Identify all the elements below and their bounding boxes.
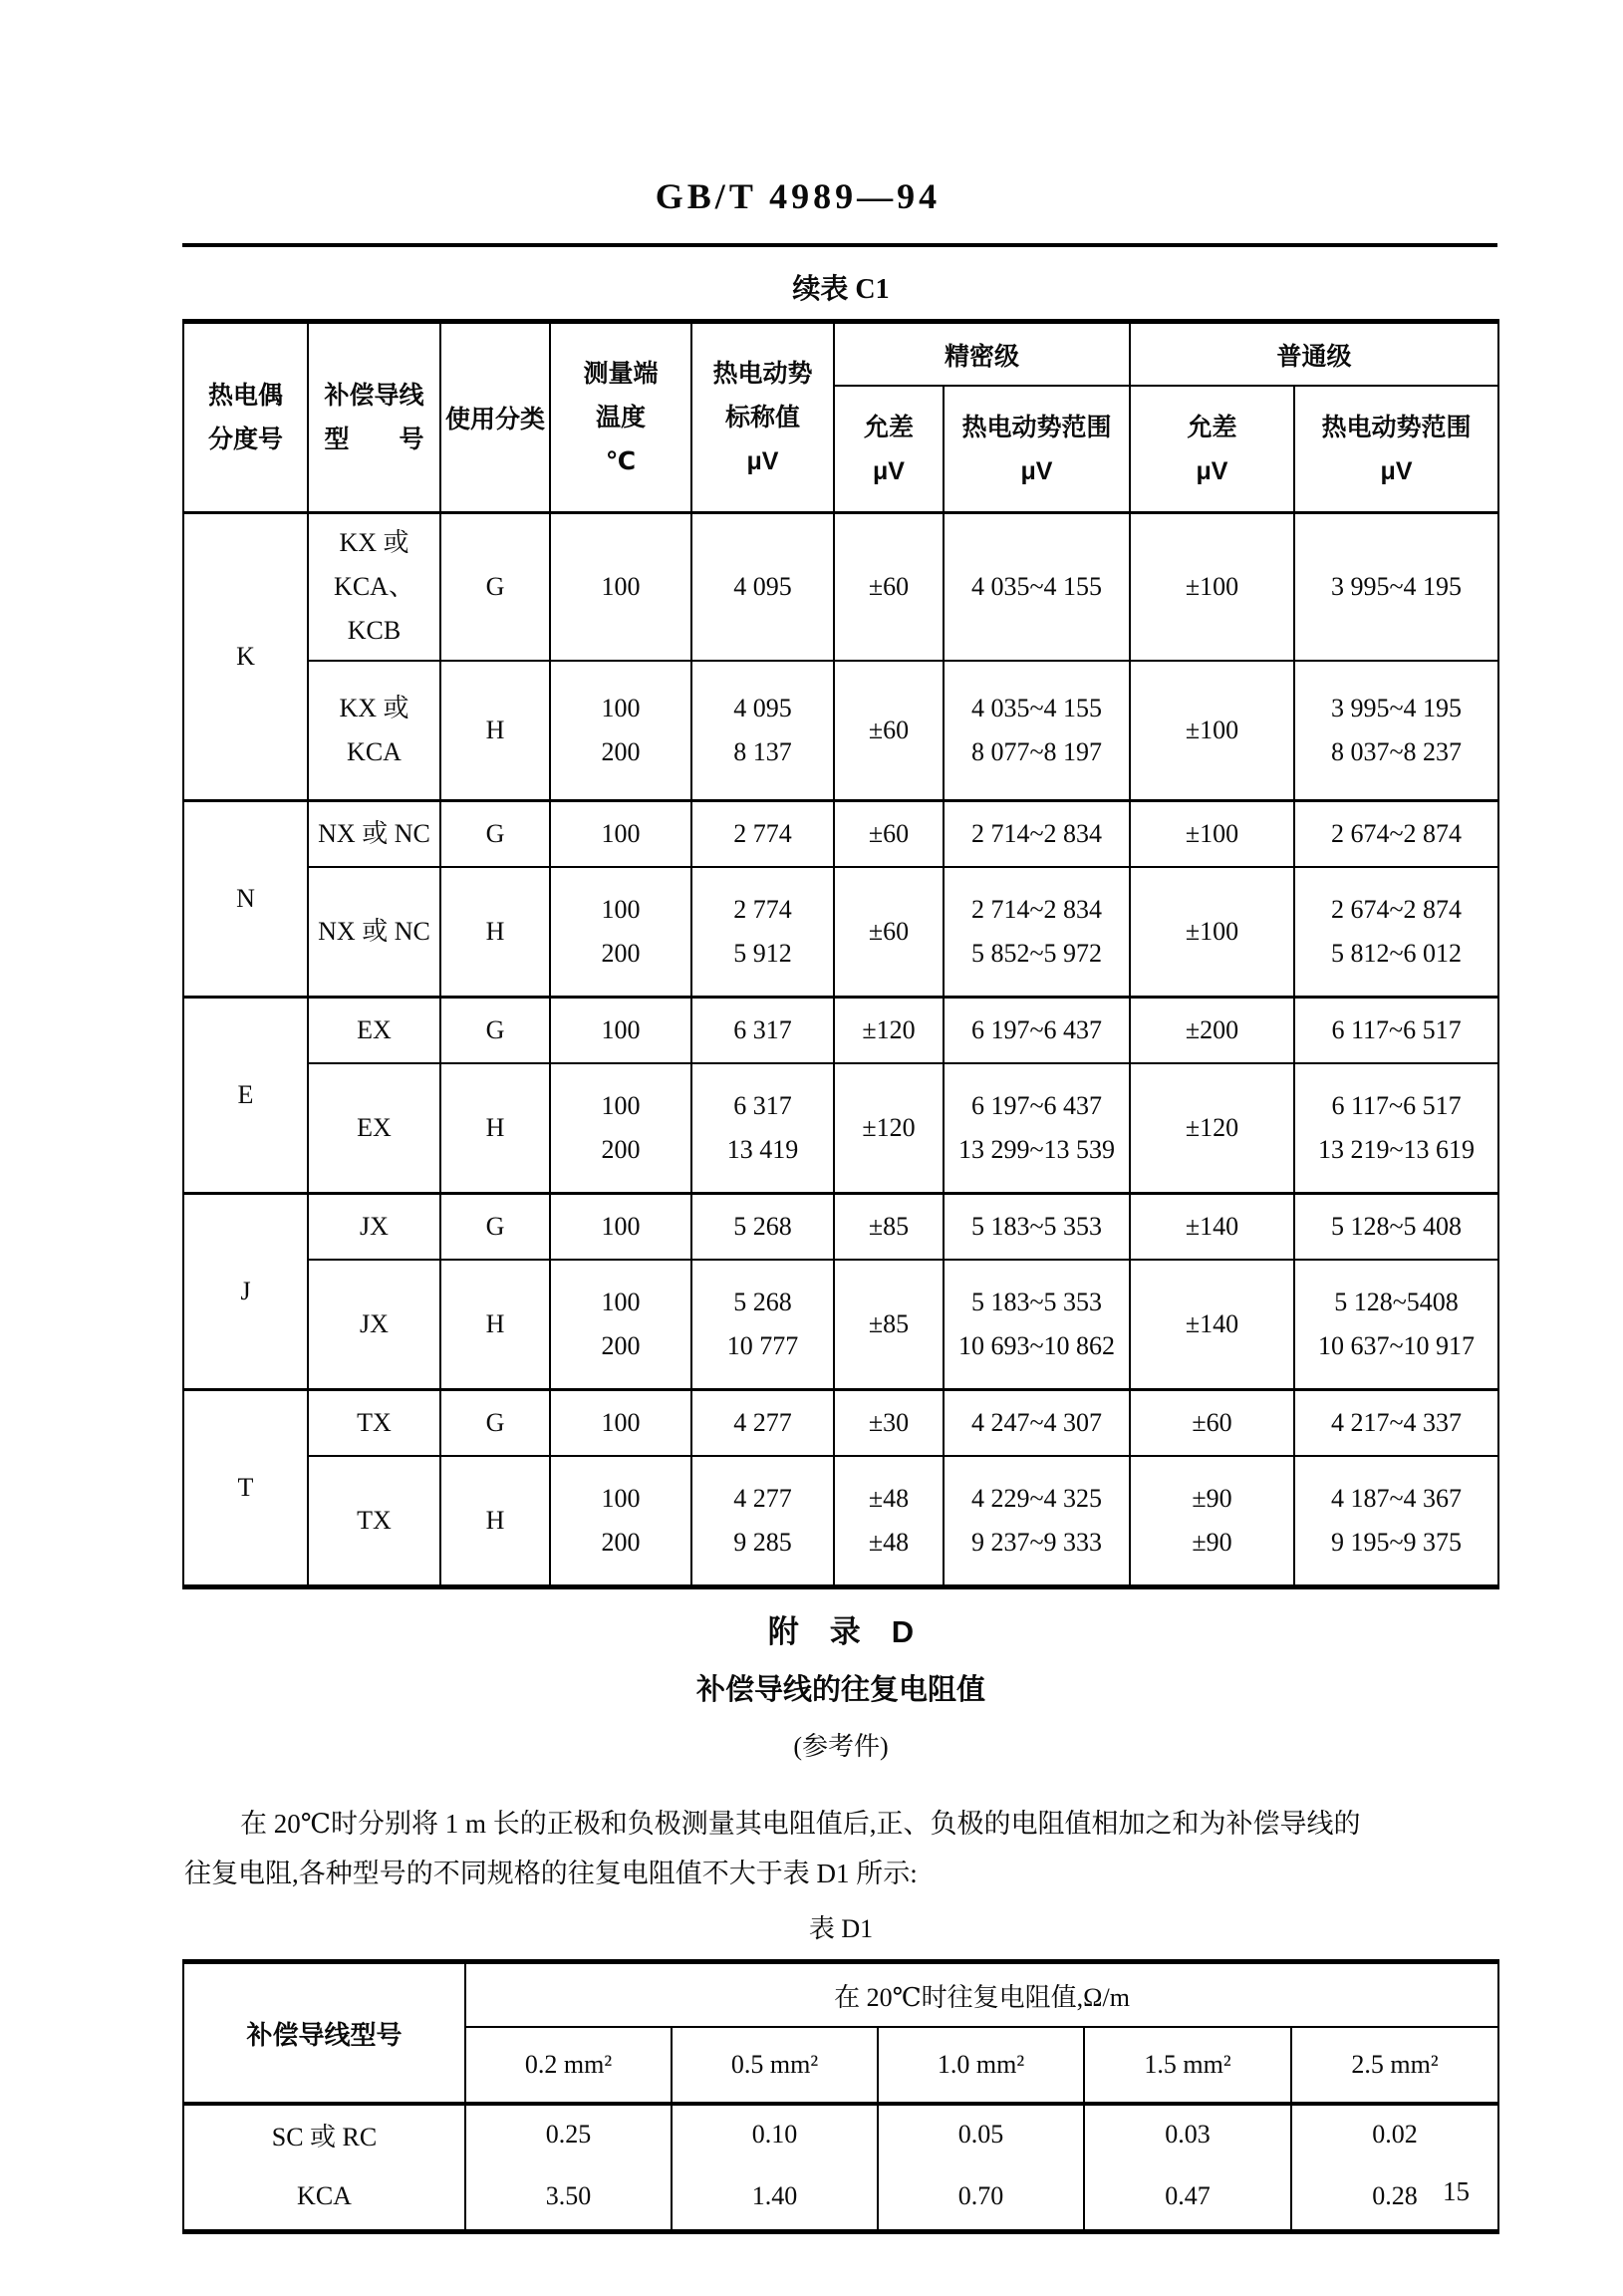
cell-wire-model: NX 或 NC xyxy=(308,801,440,868)
table-row xyxy=(183,1456,1498,1587)
cell-precision-range: 5 183~5 353 10 693~10 862 xyxy=(944,1260,1130,1390)
cell-thermocouple-type: K xyxy=(183,513,308,801)
appendix-title: 附 录 D xyxy=(767,1614,915,1649)
th-size-2-5mm2: 2.5 mm² xyxy=(1291,2027,1498,2104)
doc-number: GB/T 4989—94 xyxy=(655,176,942,216)
cell-precision-tolerance: ±60 xyxy=(834,661,944,801)
th-resistance-group: 在 20℃时往复电阻值,Ω/m xyxy=(465,1962,1498,2028)
cell-precision-tolerance: ±60 xyxy=(834,867,944,998)
cell-emf-nominal: 4 095 xyxy=(691,513,834,662)
cell-measuring-temp: 100 200 xyxy=(550,1260,691,1390)
cell-precision-tolerance: ±85 xyxy=(834,1194,944,1261)
cell-precision-range: 4 035~4 155 8 077~8 197 xyxy=(944,661,1130,801)
cell-value: 0.25 xyxy=(465,2104,672,2163)
cell-emf-nominal: 2 774 xyxy=(691,801,834,868)
cell-ordinary-range: 3 995~4 195 xyxy=(1294,513,1498,662)
cell-ordinary-tolerance: ±100 xyxy=(1130,661,1294,801)
cell-thermocouple-type: J xyxy=(183,1194,308,1390)
page-number: 15 xyxy=(1443,2176,1470,2206)
cell-ordinary-tolerance: ±100 xyxy=(1130,513,1294,662)
th-size-0-5mm2: 0.5 mm² xyxy=(672,2027,878,2104)
cell-wire-model: NX 或 NC xyxy=(308,867,440,998)
th-size-1-5mm2: 1.5 mm² xyxy=(1084,2027,1291,2104)
th-emf-nominal: 热电动势 标称值 μV xyxy=(691,322,834,513)
cell-emf-nominal: 6 317 13 419 xyxy=(691,1063,834,1194)
cell-ordinary-tolerance: ±140 xyxy=(1130,1260,1294,1390)
cell-emf-nominal: 6 317 xyxy=(691,998,834,1064)
cell-precision-tolerance: ±60 xyxy=(834,801,944,868)
cell-precision-range: 4 035~4 155 xyxy=(944,513,1130,662)
cell-measuring-temp: 100 200 xyxy=(550,661,691,801)
cell-precision-range: 6 197~6 437 13 299~13 539 xyxy=(944,1063,1130,1194)
cell-wire-model: KX 或 KCA xyxy=(308,661,440,801)
cell-measuring-temp: 100 200 xyxy=(550,1456,691,1587)
table-row xyxy=(183,998,1498,1064)
cell-usage-class: H xyxy=(440,661,550,801)
cell-precision-tolerance: ±85 xyxy=(834,1260,944,1390)
cell-precision-range: 4 229~4 325 9 237~9 333 xyxy=(944,1456,1130,1587)
cell-ordinary-tolerance: ±100 xyxy=(1130,867,1294,998)
appendix-subtitle: 补偿导线的往复电阻值 xyxy=(695,1674,985,1706)
table-d1-caption: 表 D1 xyxy=(808,1914,874,1943)
cell-precision-range: 4 247~4 307 xyxy=(944,1390,1130,1457)
th-precision-range: 热电动势范围 μV xyxy=(944,386,1130,513)
cell-precision-range: 6 197~6 437 xyxy=(944,998,1130,1064)
table-row xyxy=(183,2104,1498,2163)
cell-usage-class: G xyxy=(440,1390,550,1457)
th-size-0-2mm2: 0.2 mm² xyxy=(465,2027,672,2104)
table-row xyxy=(183,1194,1498,1261)
cell-value: 3.50 xyxy=(465,2163,672,2232)
cell-usage-class: H xyxy=(440,1456,550,1587)
th-wire-model: 补偿导线 型 号 xyxy=(308,322,440,513)
cell-ordinary-tolerance: ±120 xyxy=(1130,1063,1294,1194)
cell-measuring-temp: 100 xyxy=(550,1390,691,1457)
cell-thermocouple-type: N xyxy=(183,801,308,998)
appendix-d-section xyxy=(184,1606,1497,2234)
cell-measuring-temp: 100 xyxy=(550,998,691,1064)
cell-ordinary-range: 5 128~5 408 xyxy=(1294,1194,1498,1261)
th-size-1-0mm2: 1.0 mm² xyxy=(878,2027,1084,2104)
th-thermocouple-index: 热电偶 分度号 xyxy=(183,322,308,513)
cell-ordinary-tolerance: ±90 ±90 xyxy=(1130,1456,1294,1587)
header-rule xyxy=(182,243,1497,247)
cell-model: SC 或 RC xyxy=(183,2104,465,2163)
cell-thermocouple-type: E xyxy=(183,998,308,1194)
cell-emf-nominal: 5 268 xyxy=(691,1194,834,1261)
cell-wire-model: KX 或 KCA、 KCB xyxy=(308,513,440,662)
th-ordinary-range: 热电动势范围 μV xyxy=(1294,386,1498,513)
cell-ordinary-range: 4 187~4 367 9 195~9 375 xyxy=(1294,1456,1498,1587)
table-row xyxy=(183,513,1498,662)
th-ordinary-grade: 普通级 xyxy=(1130,322,1498,387)
cell-emf-nominal: 4 277 xyxy=(691,1390,834,1457)
cell-emf-nominal: 2 774 5 912 xyxy=(691,867,834,998)
cell-ordinary-range: 6 117~6 517 13 219~13 619 xyxy=(1294,1063,1498,1194)
cell-measuring-temp: 100 xyxy=(550,513,691,662)
cell-measuring-temp: 100 200 xyxy=(550,867,691,998)
cell-ordinary-range: 2 674~2 874 5 812~6 012 xyxy=(1294,867,1498,998)
cell-ordinary-tolerance: ±200 xyxy=(1130,998,1294,1064)
cell-measuring-temp: 100 xyxy=(550,1194,691,1261)
table-c1-caption: 续表 C1 xyxy=(792,274,890,305)
cell-emf-nominal: 4 277 9 285 xyxy=(691,1456,834,1587)
table-row xyxy=(183,1063,1498,1194)
table-c1 xyxy=(182,319,1499,1589)
cell-value: 0.05 xyxy=(878,2104,1084,2163)
cell-usage-class: G xyxy=(440,513,550,662)
cell-ordinary-range: 2 674~2 874 xyxy=(1294,801,1498,868)
cell-emf-nominal: 5 268 10 777 xyxy=(691,1260,834,1390)
cell-value: 0.28 xyxy=(1291,2163,1498,2232)
cell-usage-class: H xyxy=(440,1063,550,1194)
cell-precision-tolerance: ±30 xyxy=(834,1390,944,1457)
cell-precision-range: 5 183~5 353 xyxy=(944,1194,1130,1261)
cell-value: 0.70 xyxy=(878,2163,1084,2232)
cell-usage-class: G xyxy=(440,801,550,868)
cell-model: KCA xyxy=(183,2163,465,2232)
cell-thermocouple-type: T xyxy=(183,1390,308,1587)
cell-ordinary-tolerance: ±60 xyxy=(1130,1390,1294,1457)
cell-wire-model: TX xyxy=(308,1390,440,1457)
cell-value: 0.47 xyxy=(1084,2163,1291,2232)
table-d1 xyxy=(182,1959,1499,2234)
cell-precision-range: 2 714~2 834 5 852~5 972 xyxy=(944,867,1130,998)
cell-wire-model: TX xyxy=(308,1456,440,1587)
table-row xyxy=(183,1260,1498,1390)
cell-usage-class: G xyxy=(440,1194,550,1261)
cell-precision-tolerance: ±120 xyxy=(834,998,944,1064)
appendix-paragraph-line1: 在 20℃时分别将 1 m 长的正极和负极测量其电阻值后,正、负极的电阻值相加之和为补偿导线的 xyxy=(240,1809,1361,1839)
table-row xyxy=(183,2163,1498,2232)
cell-emf-nominal: 4 095 8 137 xyxy=(691,661,834,801)
cell-usage-class: H xyxy=(440,1260,550,1390)
th-precision-grade: 精密级 xyxy=(834,322,1130,387)
cell-measuring-temp: 100 200 xyxy=(550,1063,691,1194)
cell-ordinary-tolerance: ±100 xyxy=(1130,801,1294,868)
appendix-paragraph-line2: 往复电阻,各种型号的不同规格的往复电阻值不大于表 D1 所示: xyxy=(184,1859,918,1888)
cell-wire-model: JX xyxy=(308,1260,440,1390)
cell-value: 0.02 xyxy=(1291,2104,1498,2163)
cell-measuring-temp: 100 xyxy=(550,801,691,868)
th-ordinary-tolerance: 允差 μV xyxy=(1130,386,1294,513)
table-row xyxy=(183,661,1498,801)
cell-value: 0.03 xyxy=(1084,2104,1291,2163)
appendix-note: (参考件) xyxy=(793,1732,889,1761)
cell-wire-model: EX xyxy=(308,998,440,1064)
table-row xyxy=(183,801,1498,868)
cell-ordinary-tolerance: ±140 xyxy=(1130,1194,1294,1261)
th-usage-class: 使用分类 xyxy=(440,322,550,513)
cell-ordinary-range: 6 117~6 517 xyxy=(1294,998,1498,1064)
th-wire-model-d1: 补偿导线型号 xyxy=(183,1962,465,2105)
cell-ordinary-range: 3 995~4 195 8 037~8 237 xyxy=(1294,661,1498,801)
cell-precision-tolerance: ±120 xyxy=(834,1063,944,1194)
cell-precision-tolerance: ±48 ±48 xyxy=(834,1456,944,1587)
cell-ordinary-range: 5 128~5408 10 637~10 917 xyxy=(1294,1260,1498,1390)
th-measuring-temp: 测量端 温度 ℃ xyxy=(550,322,691,513)
cell-wire-model: EX xyxy=(308,1063,440,1194)
cell-precision-range: 2 714~2 834 xyxy=(944,801,1130,868)
cell-ordinary-range: 4 217~4 337 xyxy=(1294,1390,1498,1457)
table-row xyxy=(183,867,1498,998)
cell-usage-class: H xyxy=(440,867,550,998)
cell-usage-class: G xyxy=(440,998,550,1064)
table-row xyxy=(183,1390,1498,1457)
cell-value: 1.40 xyxy=(672,2163,878,2232)
cell-precision-tolerance: ±60 xyxy=(834,513,944,662)
cell-wire-model: JX xyxy=(308,1194,440,1261)
cell-value: 0.10 xyxy=(672,2104,878,2163)
th-precision-tolerance: 允差 μV xyxy=(834,386,944,513)
